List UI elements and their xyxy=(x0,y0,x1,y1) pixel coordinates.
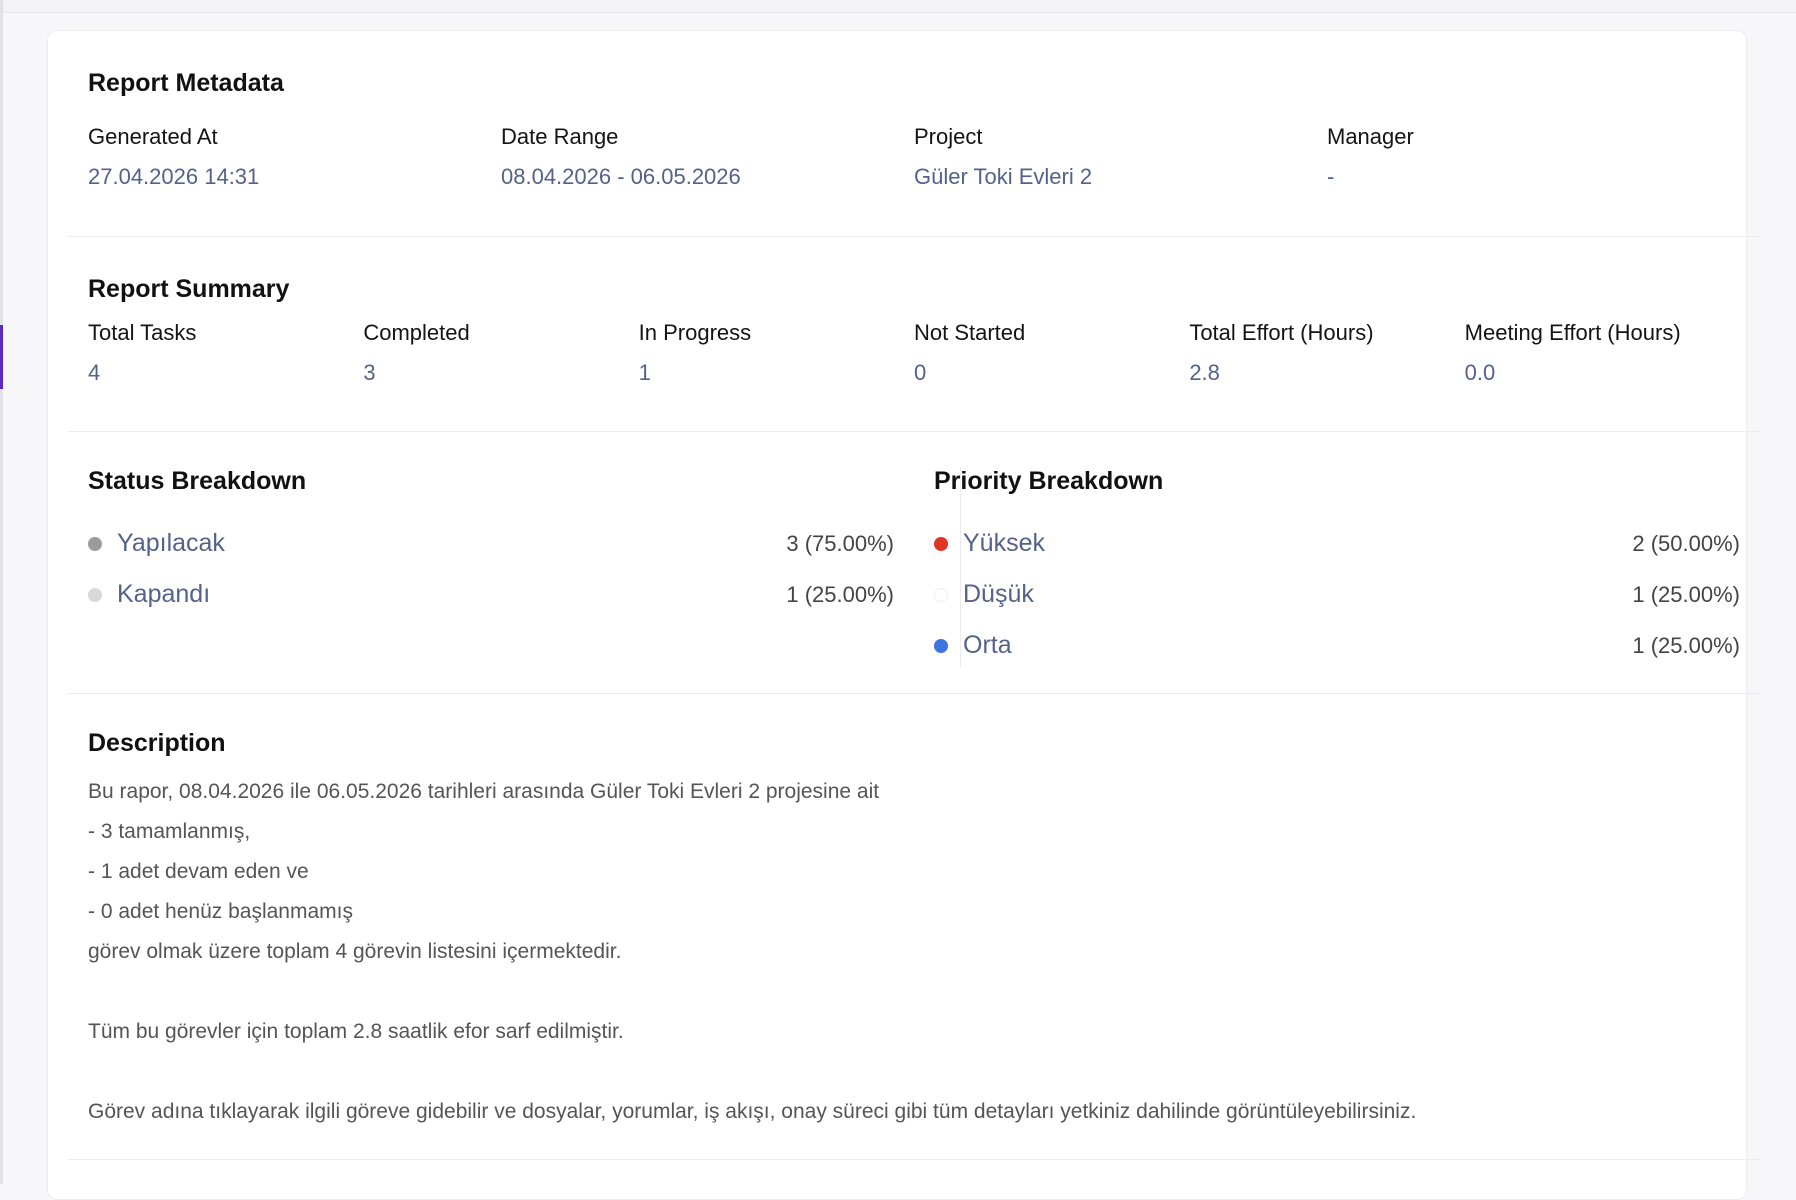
field-value: - xyxy=(1327,164,1335,189)
divider xyxy=(68,1159,1760,1160)
field-label: Not Started xyxy=(913,320,1026,345)
priority-label[interactable]: Yüksek xyxy=(963,529,1045,557)
priority-count: 2 (50.00%) xyxy=(1632,530,1740,556)
summary-in-progress xyxy=(639,320,914,386)
divider xyxy=(68,693,1760,694)
field-value: Güler Toki Evleri 2 xyxy=(914,164,1093,189)
description-line: - 0 adet henüz başlanmamış xyxy=(88,900,353,923)
field-value: 3 xyxy=(363,360,376,385)
metadata-generated-at xyxy=(88,124,501,190)
field-label: Date Range xyxy=(501,124,619,149)
priority-count: 1 (25.00%) xyxy=(1632,581,1740,607)
priority-dot-icon xyxy=(934,537,948,551)
field-value: 2.8 xyxy=(1189,360,1220,385)
breakdown-section xyxy=(68,467,1760,671)
metadata-date-range xyxy=(501,124,914,190)
breakdown-wrap xyxy=(88,467,1740,671)
summary-total-effort xyxy=(1189,320,1464,386)
field-label: Total Tasks xyxy=(88,320,197,345)
field-value: 08.04.2026 - 06.05.2026 xyxy=(501,164,741,189)
metadata-project xyxy=(914,124,1327,190)
priority-count: 1 (25.00%) xyxy=(1632,632,1740,658)
left-edge xyxy=(0,0,3,1184)
summary-meeting-effort xyxy=(1465,320,1740,386)
field-label: Total Effort (Hours) xyxy=(1189,320,1374,345)
priority-label[interactable]: Düşük xyxy=(963,580,1034,608)
field-label: In Progress xyxy=(638,320,752,345)
report-metadata-title: Report Metadata xyxy=(88,69,284,97)
sidebar-active-indicator xyxy=(0,325,3,389)
field-value: 27.04.2026 14:31 xyxy=(88,164,260,189)
report-card xyxy=(47,30,1747,1200)
priority-dot-icon xyxy=(934,588,948,602)
report-metadata-section xyxy=(68,69,1760,190)
description-section xyxy=(68,729,1760,1132)
status-label[interactable]: Yapılacak xyxy=(117,529,225,557)
status-breakdown-list xyxy=(88,518,894,620)
field-label: Completed xyxy=(363,320,470,345)
description-title: Description xyxy=(88,729,226,757)
priority-breakdown xyxy=(914,467,1740,671)
field-label: Generated At xyxy=(88,124,218,149)
description-line: görev olmak üzere toplam 4 görevin listesini içermektedir. xyxy=(88,940,622,963)
summary-total-tasks xyxy=(88,320,363,386)
report-summary-title: Report Summary xyxy=(88,275,290,303)
field-value: 4 xyxy=(88,360,101,385)
metadata-grid xyxy=(88,124,1740,190)
status-count: 1 (25.00%) xyxy=(786,581,894,607)
field-label: Meeting Effort (Hours) xyxy=(1464,320,1681,345)
divider xyxy=(68,236,1760,237)
field-label: Project xyxy=(914,124,983,149)
description-line: - 3 tamamlanmış, xyxy=(88,820,251,843)
report-summary-section xyxy=(68,275,1760,386)
summary-grid xyxy=(88,320,1740,386)
status-count: 3 (75.00%) xyxy=(786,530,894,556)
list-item xyxy=(934,518,1740,569)
list-item xyxy=(88,518,894,569)
divider xyxy=(68,431,1760,432)
description-body xyxy=(88,772,1740,1132)
list-item xyxy=(88,569,894,620)
status-dot-icon xyxy=(88,537,102,551)
description-line: Tüm bu görevler için toplam 2.8 saatlik efor sarf edilmiştir. xyxy=(88,1020,624,1043)
description-line: Görev adına tıklayarak ilgili göreve gidebilir ve dosyalar, yorumlar, iş akışı, onay süreci gibi tüm detayları yetkiniz dahilinde görüntüleyebilirsiniz. xyxy=(88,1100,1417,1123)
priority-breakdown-title: Priority Breakdown xyxy=(934,467,1164,495)
status-dot-icon xyxy=(88,588,102,602)
summary-not-started xyxy=(914,320,1189,386)
metadata-manager xyxy=(1327,124,1740,190)
priority-dot-icon xyxy=(934,639,948,653)
priority-breakdown-list xyxy=(934,518,1740,671)
description-line: Bu rapor, 08.04.2026 ile 06.05.2026 tarihleri arasında Güler Toki Evleri 2 projesine ait xyxy=(88,780,880,803)
summary-completed xyxy=(363,320,638,386)
top-strip xyxy=(0,0,1796,13)
status-breakdown xyxy=(88,467,914,671)
priority-label[interactable]: Orta xyxy=(963,631,1012,659)
field-value: 1 xyxy=(638,360,651,385)
status-breakdown-title: Status Breakdown xyxy=(88,467,307,495)
status-label[interactable]: Kapandı xyxy=(117,580,211,608)
description-line xyxy=(88,1052,1740,1092)
field-value: 0.0 xyxy=(1464,360,1496,385)
field-value: 0 xyxy=(913,360,927,385)
description-line: - 1 adet devam eden ve xyxy=(88,860,309,883)
list-item xyxy=(934,569,1740,620)
description-line xyxy=(88,972,1740,1012)
field-label: Manager xyxy=(1327,124,1414,149)
list-item xyxy=(934,620,1740,671)
